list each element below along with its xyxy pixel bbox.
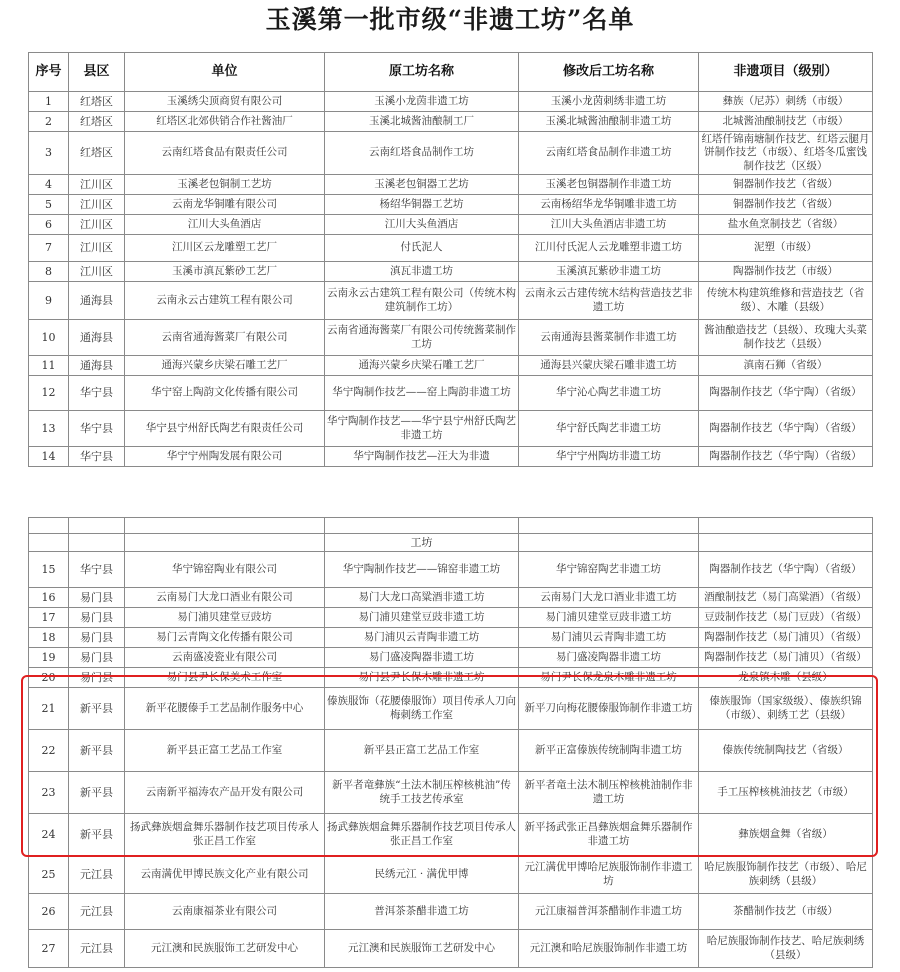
cell-original-name: 华宁陶制作技艺——锦窑非遗工坊 (325, 552, 519, 588)
cell-original-name: 滇瓦非遗工坊 (325, 262, 519, 282)
cell-original-name: 普洱茶茶醋非遗工坊 (325, 894, 519, 930)
cell-index: 18 (29, 628, 69, 648)
cell-index: 1 (29, 92, 69, 112)
cell-revised-name: 元江满优甲博哈尼族服饰制作非遗工坊 (519, 856, 699, 894)
header-county: 县区 (69, 53, 125, 92)
cell-heritage-project: 陶器制作技艺（华宁陶）（省级） (699, 552, 873, 588)
cell-revised-name: 云南易门大龙口酒业非遗工坊 (519, 588, 699, 608)
blank-separator-row (29, 518, 873, 534)
cell-revised-name: 元江康福普洱茶醋制作非遗工坊 (519, 894, 699, 930)
cell-original-name: 元江澳和民族服饰工艺研发中心 (325, 930, 519, 968)
cell-original-name: 云南省通海酱菜厂有限公司传统酱菜制作工坊 (325, 320, 519, 356)
cell-index: 26 (29, 894, 69, 930)
table-row (29, 195, 873, 215)
cell-original-name: 易门县尹长保木雕非遗工坊 (325, 668, 519, 688)
cell-heritage-project: 龙泉镇木雕（县级） (699, 668, 873, 688)
cell-index: 10 (29, 320, 69, 356)
cell-heritage-project: 哈尼族服饰制作技艺（市级）、哈尼族刺绣（县级） (699, 856, 873, 894)
cell-heritage-project: 酱油酿造技艺（县级）、玫瑰大头菜制作技艺（县级） (699, 320, 873, 356)
cell-original-name: 易门大龙口高粱酒非遗工坊 (325, 588, 519, 608)
cell-county: 元江县 (69, 856, 125, 894)
table-row (29, 930, 873, 968)
cell-unit: 易门浦贝建堂豆豉坊 (125, 608, 325, 628)
cell-county: 华宁县 (69, 411, 125, 447)
table-row (29, 688, 873, 730)
cell-county: 易门县 (69, 668, 125, 688)
table-row (29, 92, 873, 112)
header-unit: 单位 (125, 53, 325, 92)
cell-original-name: 云南永云古建筑工程有限公司（传统木构建筑制作工坊） (325, 282, 519, 320)
cell-revised-name: 华宁锦窑陶艺非遗工坊 (519, 552, 699, 588)
continuation-row (29, 534, 873, 552)
cell-revised-name: 玉溪老包铜器制作非遗工坊 (519, 175, 699, 195)
cell-index: 12 (29, 376, 69, 411)
table-row (29, 730, 873, 772)
table-row (29, 894, 873, 930)
cell-revised-name: 华宁宁州陶坊非遗工坊 (519, 447, 699, 467)
cell-index: 6 (29, 215, 69, 235)
cell-heritage-project: 傣族传统制陶技艺（省级） (699, 730, 873, 772)
table-row (29, 411, 873, 447)
cell-unit: 云南康福茶业有限公司 (125, 894, 325, 930)
cell-unit: 新平花腰傣手工艺品制作服务中心 (125, 688, 325, 730)
cell-heritage-project: 红塔仟锦南塘制作技艺、红塔云腿月饼制作技艺（市级）、红塔冬瓜蜜饯制作技艺（区级） (699, 132, 873, 175)
cell-index: 9 (29, 282, 69, 320)
header-revised-name: 修改后工坊名称 (519, 53, 699, 92)
cell-heritage-project: 陶器制作技艺（易门浦贝）（省级） (699, 648, 873, 668)
cell-original-name: 华宁陶制作技艺—汪大为非遗 (325, 447, 519, 467)
cell-revised-name: 玉溪北城酱油酿制非遗工坊 (519, 112, 699, 132)
cell-unit: 云南新平福涛农产品开发有限公司 (125, 772, 325, 814)
cell-unit: 江川大头鱼酒店 (125, 215, 325, 235)
cell-unit: 江川区云龙雕塑工艺厂 (125, 235, 325, 262)
cell-county: 江川区 (69, 195, 125, 215)
cell-index: 19 (29, 648, 69, 668)
cell-county: 易门县 (69, 628, 125, 648)
cell-unit: 易门云青陶文化传播有限公司 (125, 628, 325, 648)
cell-revised-name: 云南永云古建传统木结构营造技艺非遗工坊 (519, 282, 699, 320)
cell-original-name: 易门浦贝云青陶非遗工坊 (325, 628, 519, 648)
cell-index: 3 (29, 132, 69, 175)
cell-county: 红塔区 (69, 132, 125, 175)
table-row (29, 648, 873, 668)
cell-index: 25 (29, 856, 69, 894)
cell-index: 14 (29, 447, 69, 467)
cell-county: 江川区 (69, 235, 125, 262)
cell-unit: 华宁宁州陶发展有限公司 (125, 447, 325, 467)
cell-unit: 云南易门大龙口酒业有限公司 (125, 588, 325, 608)
cell-original-name: 扬武彝族烟盒舞乐器制作技艺项目传承人张正昌工作室 (325, 814, 519, 856)
cell-original-name: 华宁陶制作技艺——华宁县宁州舒氏陶艺非遗工坊 (325, 411, 519, 447)
cell-original-name: 华宁陶制作技艺——窑上陶韵非遗工坊 (325, 376, 519, 411)
table-row (29, 282, 873, 320)
cell-revised-name: 华宁舒氏陶艺非遗工坊 (519, 411, 699, 447)
cell-revised-name: 云南杨绍华龙华铜雕非遗工坊 (519, 195, 699, 215)
cell-county: 新平县 (69, 814, 125, 856)
cell-index: 16 (29, 588, 69, 608)
header-index: 序号 (29, 53, 69, 92)
cell-heritage-project: 彝族（尼苏）刺绣（市级） (699, 92, 873, 112)
cell-unit: 易门县尹长保美术工作室 (125, 668, 325, 688)
cell-index: 13 (29, 411, 69, 447)
cell-unit: 云南龙华铜雕有限公司 (125, 195, 325, 215)
cell-index: 8 (29, 262, 69, 282)
cell-original-name: 新平县正富工艺品工作室 (325, 730, 519, 772)
cell-revised-name: 易门浦贝云青陶非遗工坊 (519, 628, 699, 648)
cell-original-name: 杨绍华铜器工艺坊 (325, 195, 519, 215)
cell-county: 华宁县 (69, 447, 125, 467)
cell-revised-name: 通海县兴蒙庆梁石雕非遗工坊 (519, 356, 699, 376)
cell-revised-name: 云南通海县酱菜制作非遗工坊 (519, 320, 699, 356)
header-original-name: 原工坊名称 (325, 53, 519, 92)
cell-unit: 玉溪市滇瓦紫砂工艺厂 (125, 262, 325, 282)
cell-county: 元江县 (69, 930, 125, 968)
table-row (29, 588, 873, 608)
cell-unit: 元江澳和民族服饰工艺研发中心 (125, 930, 325, 968)
table-row (29, 112, 873, 132)
cell-county: 新平县 (69, 688, 125, 730)
cell-heritage-project: 北城酱油酿制技艺（市级） (699, 112, 873, 132)
cell-heritage-project: 盐水鱼烹制技艺（省级） (699, 215, 873, 235)
cell-county: 易门县 (69, 648, 125, 668)
table-header-row (29, 53, 873, 92)
cell-revised-name: 新平者竜土法木制压榨核桃油制作非遗工坊 (519, 772, 699, 814)
cell-unit: 云南红塔食品有限责任公司 (125, 132, 325, 175)
cell-index: 24 (29, 814, 69, 856)
cell-county: 红塔区 (69, 92, 125, 112)
page-title: 玉溪第一批市级“非遗工坊”名单 (265, 5, 635, 34)
cell-revised-name: 易门浦贝建堂豆豉非遗工坊 (519, 608, 699, 628)
cell-original-name: 云南红塔食品制作工坊 (325, 132, 519, 175)
cell-heritage-project: 茶醋制作技艺（市级） (699, 894, 873, 930)
cell-index: 7 (29, 235, 69, 262)
cell-index: 5 (29, 195, 69, 215)
cell-index: 17 (29, 608, 69, 628)
table-row (29, 175, 873, 195)
cell-heritage-project: 豆豉制作技艺（易门豆豉）（省级） (699, 608, 873, 628)
cell-heritage-project: 传统木构建筑维修和营造技艺（省级）、木雕（县级） (699, 282, 873, 320)
cell-original-name: 民绣元江 · 满优甲博 (325, 856, 519, 894)
cell-unit: 华宁窑上陶韵文化传播有限公司 (125, 376, 325, 411)
cell-heritage-project: 彝族烟盒舞（省级） (699, 814, 873, 856)
cell-heritage-project: 陶器制作技艺（华宁陶）（省级） (699, 376, 873, 411)
cell-county: 元江县 (69, 894, 125, 930)
header-heritage-project: 非遗项目（级别） (699, 53, 873, 92)
cell-revised-name: 华宁沁心陶艺非遗工坊 (519, 376, 699, 411)
cell-revised-name: 玉溪滇瓦紫砂非遗工坊 (519, 262, 699, 282)
cell-county: 通海县 (69, 320, 125, 356)
cell-county: 江川区 (69, 262, 125, 282)
cell-unit: 华宁锦窑陶业有限公司 (125, 552, 325, 588)
cell-unit: 扬武彝族烟盒舞乐器制作技艺项目传承人张正昌工作室 (125, 814, 325, 856)
cell-heritage-project: 铜器制作技艺（省级） (699, 175, 873, 195)
cell-original-name: 付氏泥人 (325, 235, 519, 262)
cell-unit: 玉溪老包铜制工艺坊 (125, 175, 325, 195)
cell-original-name: 傣族服饰（花腰傣服饰）项目传承人刀向梅刺绣工作室 (325, 688, 519, 730)
cell-county: 通海县 (69, 356, 125, 376)
cell-revised-name: 新平刀向梅花腰傣服饰制作非遗工坊 (519, 688, 699, 730)
cell-revised-name: 元江澳和哈尼族服饰制作非遗工坊 (519, 930, 699, 968)
cell-revised-name: 易门盛凌陶器非遗工坊 (519, 648, 699, 668)
cell-heritage-project: 陶器制作技艺（易门浦贝）（省级） (699, 628, 873, 648)
cell-original-name: 玉溪老包铜器工艺坊 (325, 175, 519, 195)
table-row (29, 235, 873, 262)
cell-revised-name: 新平正富傣族传统制陶非遗工坊 (519, 730, 699, 772)
cell-original-name: 江川大头鱼酒店 (325, 215, 519, 235)
cell-unit: 红塔区北郊供销合作社酱油厂 (125, 112, 325, 132)
cell-heritage-project: 滇南石狮（省级） (699, 356, 873, 376)
table-row (29, 628, 873, 648)
cell-index: 27 (29, 930, 69, 968)
table-row (29, 376, 873, 411)
cell-county: 江川区 (69, 215, 125, 235)
cell-unit: 云南省通海酱菜厂有限公司 (125, 320, 325, 356)
table-row (29, 856, 873, 894)
continuation-cell: 工坊 (325, 534, 519, 552)
cell-original-name: 通海兴蒙乡庆梁石雕工艺厂 (325, 356, 519, 376)
cell-original-name: 新平者竜彝族“土法木制压榨核桃油”传统手工技艺传承室 (325, 772, 519, 814)
cell-index: 4 (29, 175, 69, 195)
table-row (29, 668, 873, 688)
cell-index: 11 (29, 356, 69, 376)
cell-county: 华宁县 (69, 552, 125, 588)
table-row (29, 356, 873, 376)
cell-index: 22 (29, 730, 69, 772)
cell-county: 通海县 (69, 282, 125, 320)
cell-county: 新平县 (69, 772, 125, 814)
heritage-workshop-table-part-2 (28, 517, 873, 968)
cell-index: 20 (29, 668, 69, 688)
cell-unit: 新平县正富工艺品工作室 (125, 730, 325, 772)
cell-revised-name: 云南红塔食品制作非遗工坊 (519, 132, 699, 175)
table-row (29, 608, 873, 628)
cell-revised-name: 江川大头鱼酒店非遗工坊 (519, 215, 699, 235)
cell-unit: 玉溪绣尖顶商贸有限公司 (125, 92, 325, 112)
cell-unit: 云南满优甲博民族文化产业有限公司 (125, 856, 325, 894)
table-row (29, 552, 873, 588)
cell-original-name: 玉溪北城酱油酿制工厂 (325, 112, 519, 132)
table-row (29, 132, 873, 175)
cell-heritage-project: 陶器制作技艺（市级） (699, 262, 873, 282)
table-row (29, 814, 873, 856)
cell-heritage-project: 铜器制作技艺（省级） (699, 195, 873, 215)
cell-county: 华宁县 (69, 376, 125, 411)
cell-heritage-project: 陶器制作技艺（华宁陶）（省级） (699, 447, 873, 467)
table-row (29, 772, 873, 814)
cell-revised-name: 新平扬武张正昌彝族烟盒舞乐器制作非遗工坊 (519, 814, 699, 856)
heritage-workshop-table-part-1 (28, 52, 873, 467)
table-row (29, 262, 873, 282)
cell-index: 23 (29, 772, 69, 814)
cell-county: 红塔区 (69, 112, 125, 132)
table-row (29, 447, 873, 467)
cell-county: 江川区 (69, 175, 125, 195)
cell-heritage-project: 酒酿制技艺（易门高粱酒）（省级） (699, 588, 873, 608)
cell-county: 新平县 (69, 730, 125, 772)
cell-revised-name: 玉溪小龙茵刺绣非遗工坊 (519, 92, 699, 112)
cell-heritage-project: 泥塑（市级） (699, 235, 873, 262)
cell-original-name: 易门浦贝建堂豆豉非遗工坊 (325, 608, 519, 628)
cell-index: 2 (29, 112, 69, 132)
cell-revised-name: 江川付氏泥人云龙雕塑非遗工坊 (519, 235, 699, 262)
cell-heritage-project: 手工压榨核桃油技艺（市级） (699, 772, 873, 814)
cell-unit: 云南盛凌瓷业有限公司 (125, 648, 325, 668)
cell-original-name: 易门盛凌陶器非遗工坊 (325, 648, 519, 668)
cell-county: 易门县 (69, 608, 125, 628)
cell-index: 15 (29, 552, 69, 588)
cell-unit: 华宁县宁州舒氏陶艺有限责任公司 (125, 411, 325, 447)
cell-index: 21 (29, 688, 69, 730)
cell-heritage-project: 陶器制作技艺（华宁陶）（省级） (699, 411, 873, 447)
cell-unit: 云南永云古建筑工程有限公司 (125, 282, 325, 320)
cell-revised-name: 易门尹长保龙泉木雕非遗工坊 (519, 668, 699, 688)
cell-county: 易门县 (69, 588, 125, 608)
cell-heritage-project: 哈尼族服饰制作技艺、哈尼族刺绣（县级） (699, 930, 873, 968)
cell-heritage-project: 傣族服饰（国家级级）、傣族织锦（市级）、刺绣工艺（县级） (699, 688, 873, 730)
cell-unit: 通海兴蒙乡庆梁石雕工艺厂 (125, 356, 325, 376)
table-row (29, 215, 873, 235)
cell-original-name: 玉溪小龙茵非遗工坊 (325, 92, 519, 112)
table-row (29, 320, 873, 356)
